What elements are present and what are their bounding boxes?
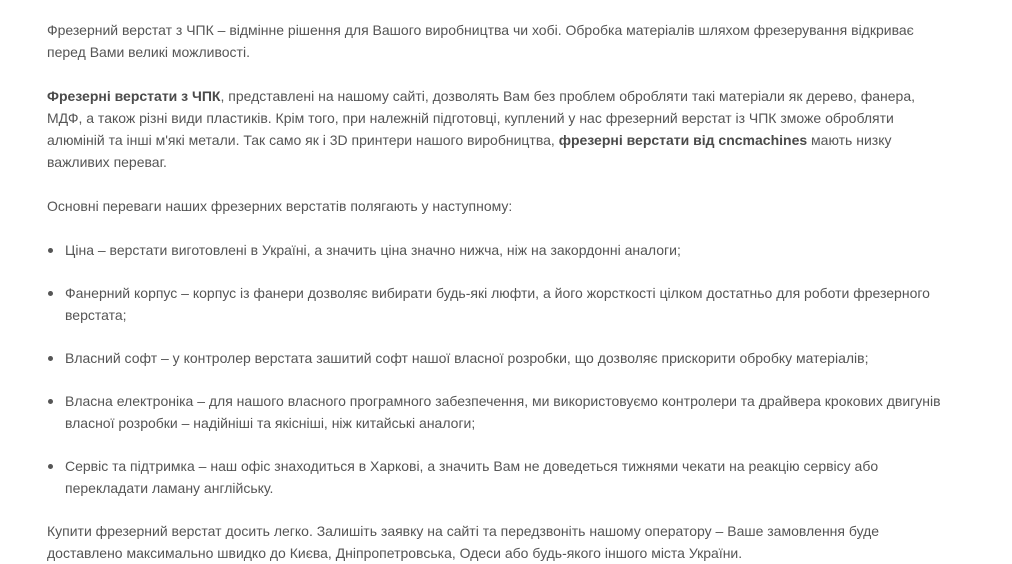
list-item <box>47 347 947 369</box>
bullet-icon <box>48 356 53 361</box>
bullet-icon <box>48 248 53 253</box>
materials-paragraph <box>47 85 947 173</box>
article-body <box>47 19 947 564</box>
closing-paragraph: Купити фрезерний верстат досить легко. Залишіть заявку на сайті та передзвоніть нашому оператору – Ваше замовлення буде доставлено максимально швидко до Києва, Дніпропетровська, Одеси або будь-якого іншого міста України. <box>47 523 880 561</box>
bullet-icon <box>48 399 53 404</box>
list-item-text: Фанерний корпус – корпус із фанери дозволяє вибирати будь-які люфти, а його жорсткості цілком достатньо для роботи фрезерного верстата; <box>65 285 930 323</box>
list-item-text: Ціна – верстати виготовлені в Україні, а значить ціна значно нижча, ніж на закордонні аналоги; <box>65 242 681 258</box>
bullet-icon <box>48 291 53 296</box>
bold-brand-machines: фрезерні верстати від cncmachines <box>558 132 808 148</box>
intro-paragraph: Фрезерний верстат з ЧПК – відмінне рішення для Вашого виробництва чи хобі. Обробка матеріалів шляхом фрезерування відкриває перед Вами великі можливості. <box>47 22 914 60</box>
materials-text-1: , представлені на нашому сайті, дозволять Вам без проблем обробляти такі матеріали як дерево, фанера, МДФ, а також різні види пластиків. Крім того, при належній підготовці, куплений у нас фрезерний верстат із ЧПК зможе обробляти алюміній та інші м'які метали. Так само як і 3D принтери нашого виробництва, <box>47 88 916 148</box>
list-item <box>47 390 947 434</box>
list-item-text: Власний софт – у контролер верстата зашитий софт нашої власної розробки, що дозволяє прискорити обробку матеріалів; <box>65 350 869 366</box>
materials-text-2: мають низку важливих переваг. <box>47 132 892 170</box>
list-item-text: Сервіс та підтримка – наш офіс знаходиться в Харкові, а значить Вам не доведеться тижнями чекати на реакцію сервісу або перекладати ламану англійську. <box>65 458 879 496</box>
bullet-icon <box>48 464 53 469</box>
list-item <box>47 282 947 326</box>
advantages-heading: Основні переваги наших фрезерних верстатів полягають у наступному: <box>47 198 513 214</box>
list-item-text: Власна електроніка – для нашого власного програмного забезпечення, ми використовуємо контролери та драйвера крокових двигунів власної розробки – надійніші та якісніші, ніж китайські аналоги; <box>65 393 941 431</box>
list-item <box>47 455 947 499</box>
list-item <box>47 239 947 261</box>
bold-link-milling-machines: Фрезерні верстати з ЧПК <box>47 88 221 104</box>
advantages-list <box>47 239 947 499</box>
